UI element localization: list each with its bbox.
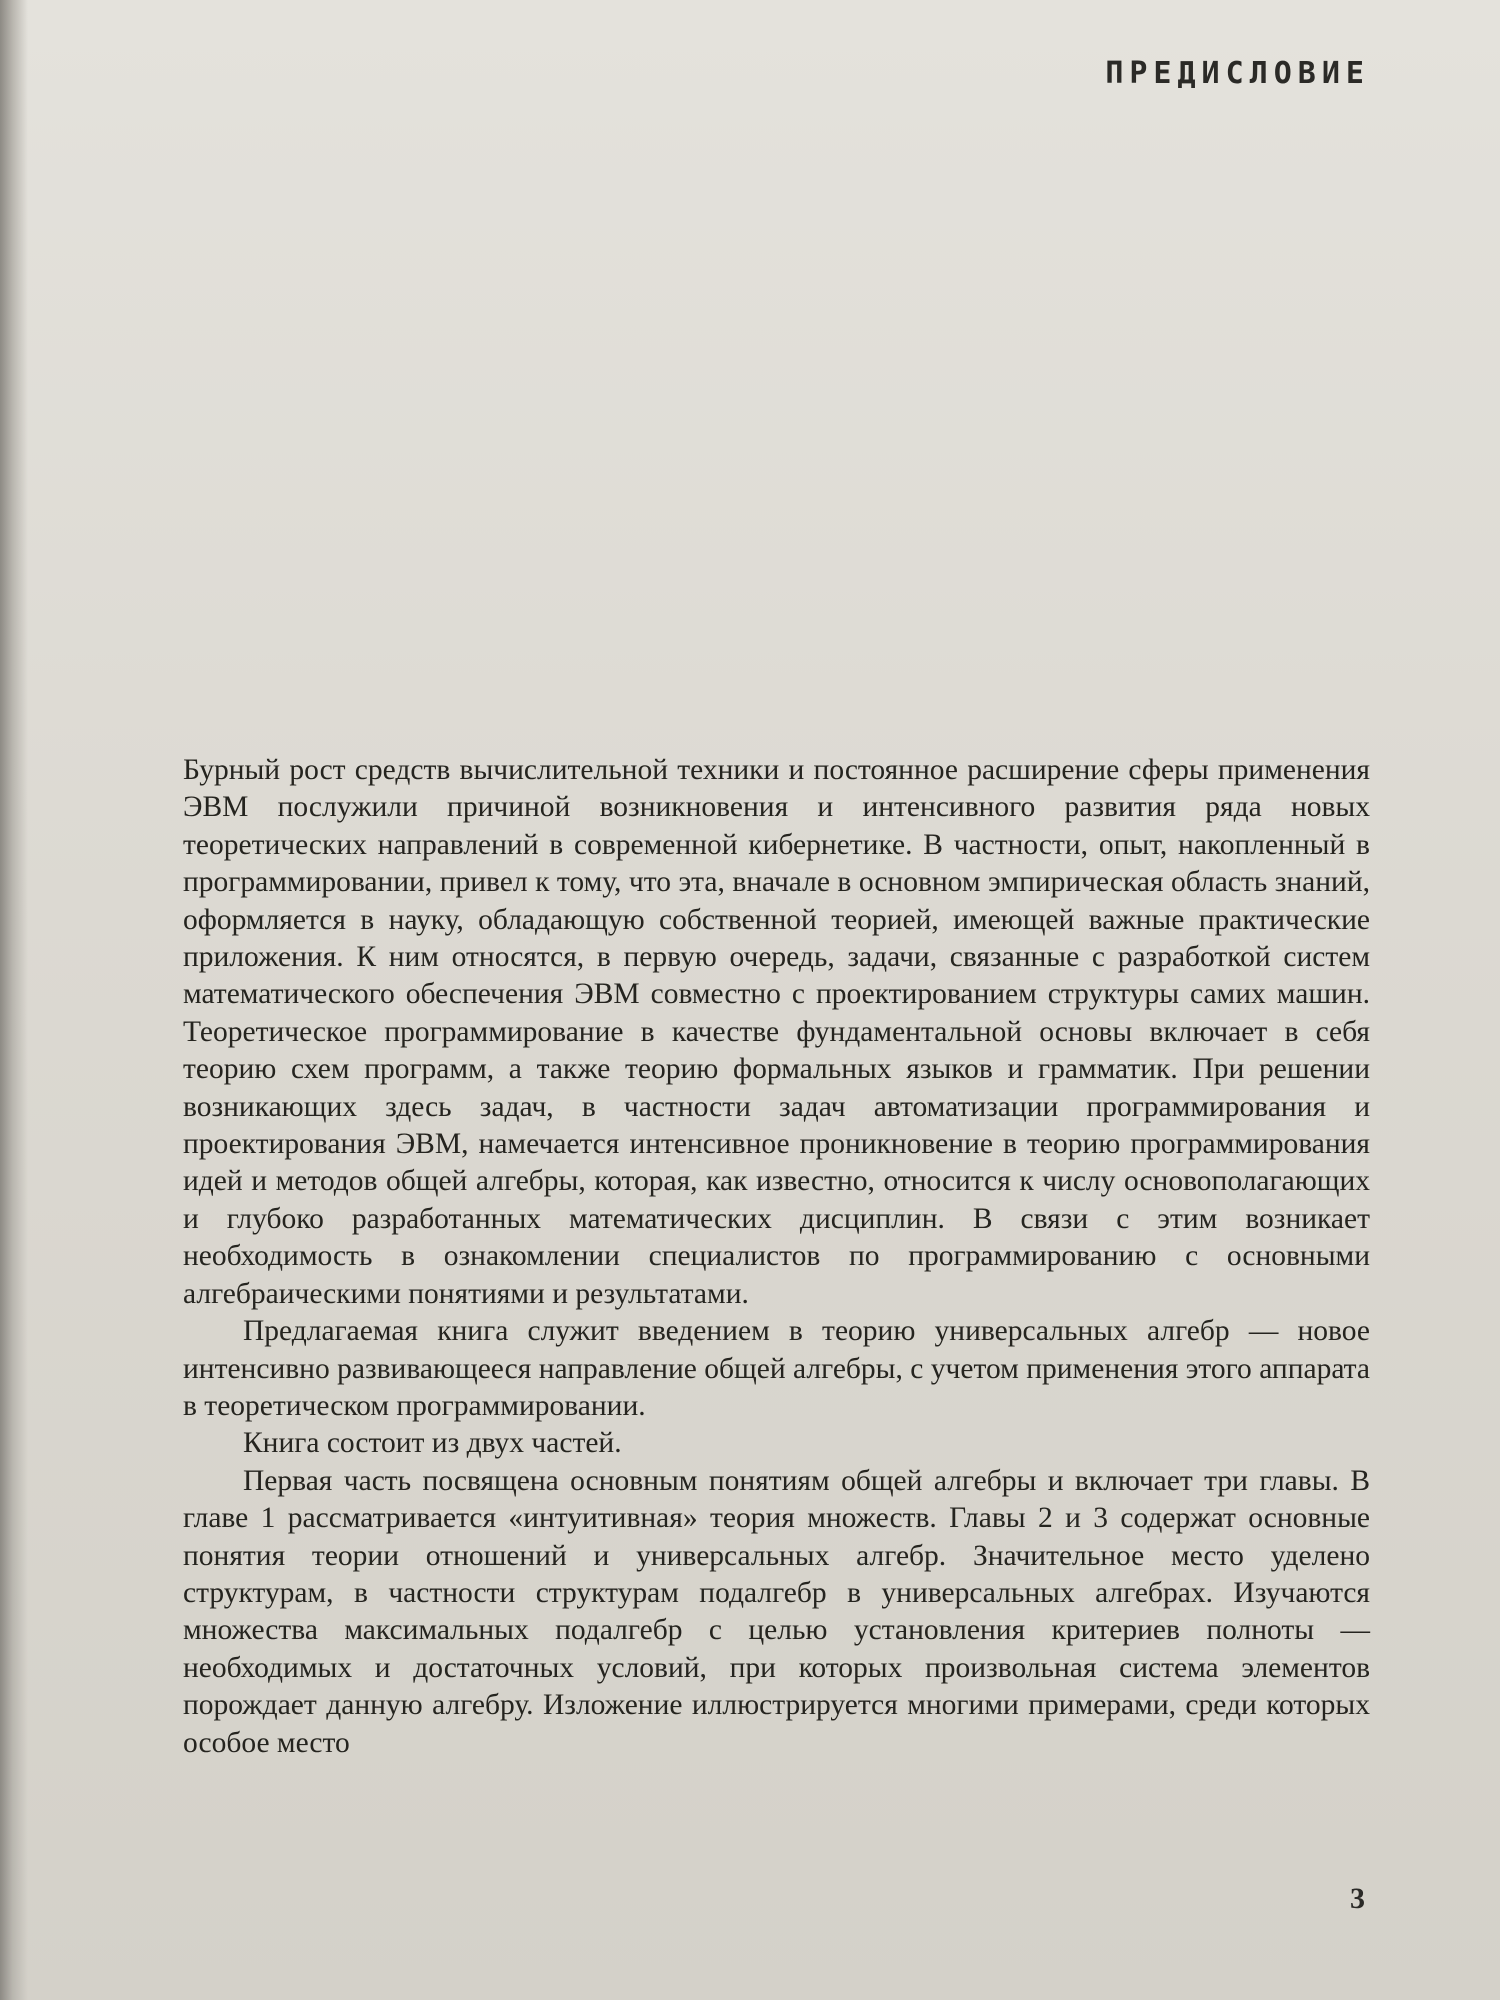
page-heading: ПРЕДИСЛОВИЕ	[1105, 56, 1370, 91]
paragraph: Предлагаемая книга служит введением в теорию универсальных алгебр — новое интенсивно развивающееся направление общей алгебры, с учетом применения этого аппарата в теоретическом программировании.	[183, 1315, 1370, 1422]
paragraph: Первая часть посвящена основным понятиям общей алгебры и включает три главы. В главе 1 рассматривается «интуитивная» теория множеств. Главы 2 и 3 содержат основные понятия теории отношений и универсальных алгебр. Значительное место уделено структурам, в частности структурам подалгебр в универсальных алгебрах. Изучаются множества максимальных подалгебр с целью установления критериев полноты — необходимых и достаточных условий, при которых произвольная система элементов порождает данную алгебру. Изложение иллюстрируется многими примерами, среди которых особое место	[183, 1464, 1370, 1759]
paragraph: Бурный рост средств вычислительной техники и постоянное расширение сферы применения ЭВМ послужили причиной возникновения и интенсивного развития ряда новых теоретических направлений в современной кибернетике. В частности, опыт, накопленный в программировании, привел к тому, что эта, вначале в основном эмпирическая область знаний, оформляется в науку, обладающую собственной теорией, имеющей важные практические приложения. К ним относятся, в первую очередь, задачи, связанные с разработкой систем математического обеспечения ЭВМ совместно с проектированием структуры самих машин. Теоретическое программирование в качестве фундаментальной основы включает в себя теорию схем программ, а также теорию формальных языков и грамматик. При решении возникающих здесь задач, в частности задач автоматизации программирования и проектирования ЭВМ, намечается интенсивное проникновение в теорию программирования идей и методов общей алгебры, которая, как известно, относится к числу основополагающих и глубоко разработанных математических дисциплин. В связи с этим возникает необходимость в ознакомлении специалистов по программированию с основными алгебраическими понятиями и результатами.	[183, 754, 1370, 1310]
binding-shadow	[0, 0, 28, 2000]
paragraph: Книга состоит из двух частей.	[243, 1427, 622, 1460]
body-text	[183, 752, 1370, 1762]
page-number: 3	[1350, 1882, 1365, 1915]
